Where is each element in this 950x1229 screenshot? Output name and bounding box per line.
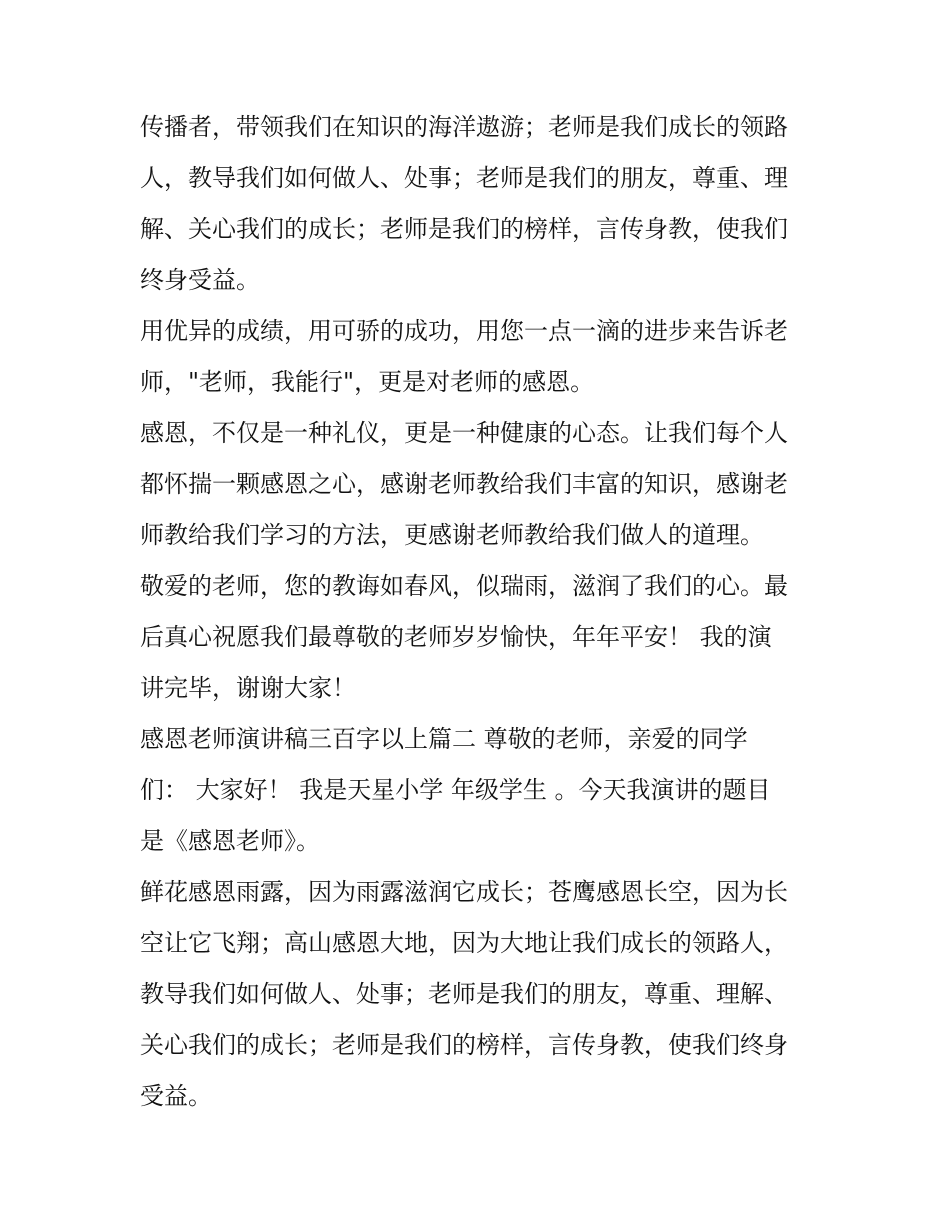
text-line: 教导我们如何做人、处事；老师是我们的朋友，尊重、理解、 <box>140 980 788 1008</box>
text-line: 感恩老师演讲稿三百字以上篇二 尊敬的老师，亲爱的同学 <box>140 725 748 753</box>
text-line: 受益。 <box>140 1082 212 1110</box>
text-line: 师，"老师，我能行"，更是对老师的感恩。 <box>140 368 595 396</box>
text-line: 是《感恩老师》。 <box>140 827 320 855</box>
text-line: 讲完毕，谢谢大家！ <box>140 674 356 702</box>
text-line: 终身受益。 <box>140 266 260 294</box>
text-line: 师教给我们学习的方法，更感谢老师教给我们做人的道理。 <box>140 521 764 549</box>
text-line: 都怀揣一颗感恩之心，感谢老师教给我们丰富的知识，感谢老 <box>140 470 788 498</box>
text-line: 后真心祝愿我们最尊敬的老师岁岁愉快，年年平安！ 我的演 <box>140 623 772 651</box>
text-line: 空让它飞翔；高山感恩大地，因为大地让我们成长的领路人， <box>140 929 788 957</box>
text-line: 用优异的成绩，用可骄的成功，用您一点一滴的进步来告诉老 <box>140 317 788 345</box>
text-line: 鲜花感恩雨露，因为雨露滋润它成长；苍鹰感恩长空，因为长 <box>140 878 788 906</box>
text-line: 们： 大家好！ 我是天星小学 年级学生 。今天我演讲的题目 <box>140 776 771 804</box>
document-body <box>140 102 830 1122</box>
text-line: 解、关心我们的成长；老师是我们的榜样，言传身教，使我们 <box>140 215 788 243</box>
text-line: 感恩，不仅是一种礼仪，更是一种健康的心态。让我们每个人 <box>140 419 788 447</box>
text-line: 敬爱的老师，您的教诲如春风，似瑞雨，滋润了我们的心。最 <box>140 572 788 600</box>
text-line: 关心我们的成长；老师是我们的榜样，言传身教，使我们终身 <box>140 1031 788 1059</box>
text-line: 传播者，带领我们在知识的海洋遨游；老师是我们成长的领路 <box>140 113 788 141</box>
text-line: 人，教导我们如何做人、处事；老师是我们的朋友，尊重、理 <box>140 164 788 192</box>
